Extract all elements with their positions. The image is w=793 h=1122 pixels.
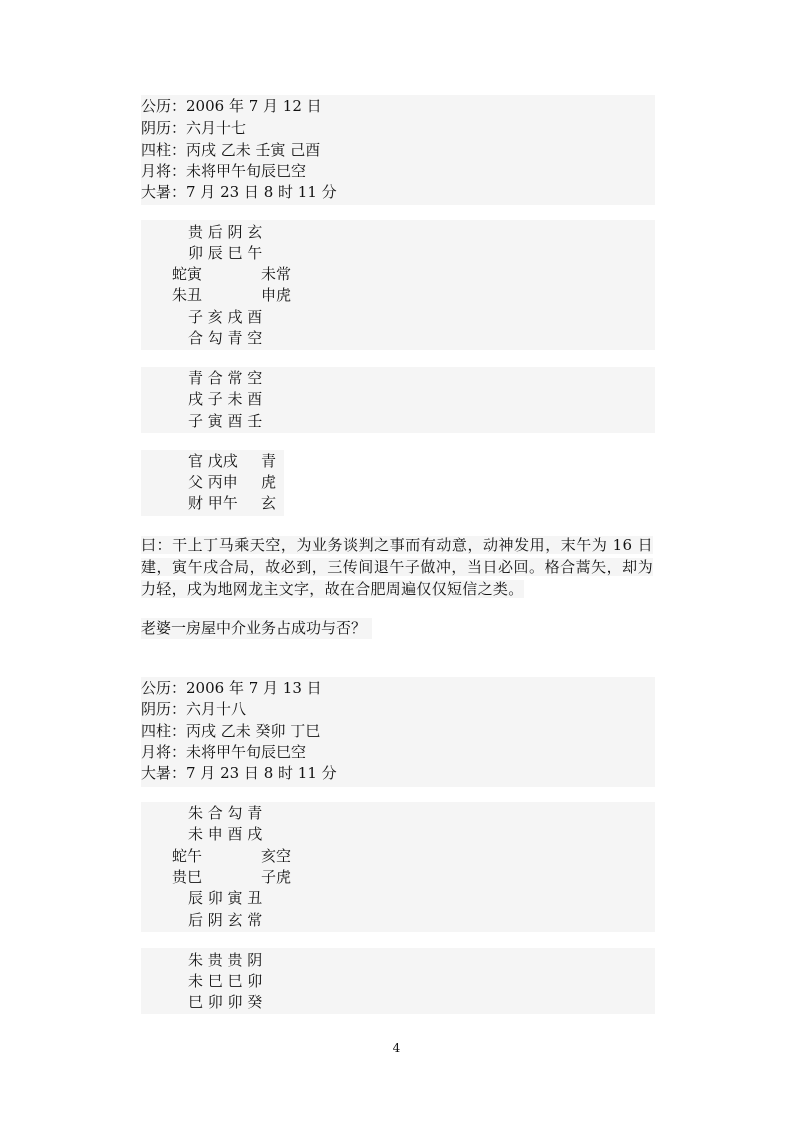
sanchuan-relation: 官 戊戌 bbox=[188, 452, 238, 470]
tianpan-row: 后 阴 玄 常 bbox=[188, 911, 263, 929]
tianpan-row: 合 勾 青 空 bbox=[188, 329, 263, 347]
tianpan-right: 子虎 bbox=[261, 868, 292, 886]
tianpan-right: 未常 bbox=[261, 265, 292, 283]
tianpan-row: 朱 合 勾 青 bbox=[188, 804, 263, 822]
question: 老婆一房屋中介业务占成功与否？ bbox=[141, 618, 372, 639]
sanchuan-god: 青 bbox=[261, 452, 277, 470]
lunar-date: 阴历：六月十七 bbox=[141, 119, 247, 137]
page-number: 4 bbox=[392, 1041, 401, 1055]
sanchuan-relation: 父 丙申 bbox=[188, 473, 238, 491]
tianpan-row: 子 亥 戌 酉 bbox=[188, 308, 263, 326]
solar-term: 大暑：7 月 23 日 8 时 11 分 bbox=[141, 764, 337, 782]
sike-row: 巳 卯 卯 癸 bbox=[188, 993, 263, 1011]
tianpan-row: 卯 辰 巳 午 bbox=[188, 244, 263, 262]
gregorian-date: 公历：2006 年 7 月 12 日 bbox=[141, 97, 322, 115]
tianpan-left: 蛇寅 bbox=[172, 265, 203, 283]
sike-row: 未 巳 巳 卯 bbox=[188, 972, 263, 990]
sike-row: 子 寅 酉 壬 bbox=[188, 412, 263, 430]
lunar-date: 阴历：六月十八 bbox=[141, 700, 247, 718]
four-pillars: 四柱：丙戌 乙未 癸卯 丁巳 bbox=[141, 722, 321, 740]
tianpan-row: 贵 后 阴 玄 bbox=[188, 223, 263, 241]
four-pillars: 四柱：丙戌 乙未 壬寅 己酉 bbox=[141, 141, 321, 159]
tianpan-right: 申虎 bbox=[261, 286, 292, 304]
sanchuan-god: 虎 bbox=[261, 473, 277, 491]
sike-row: 戌 子 未 酉 bbox=[188, 390, 263, 408]
tianpan-right: 亥空 bbox=[261, 847, 292, 865]
tianpan-left: 朱丑 bbox=[172, 286, 203, 304]
tianpan-left: 蛇午 bbox=[172, 847, 203, 865]
commentary: 曰：干上丁马乘天空，为业务谈判之事而有动意，动神发用，末午为 16 日建，寅午戌合局，故必到，三传间退午子做冲，当日必回。格合蒿矢，却为力轻，戌为地网龙主文字，故在合肥周遍仅仅短信之类。 bbox=[141, 536, 653, 598]
tianpan-row: 辰 卯 寅 丑 bbox=[188, 889, 263, 907]
tianpan-left: 贵巳 bbox=[172, 868, 203, 886]
tianpan-row: 未 申 酉 戌 bbox=[188, 825, 263, 843]
solar-term: 大暑：7 月 23 日 8 时 11 分 bbox=[141, 183, 337, 201]
month-general: 月将：未将甲午旬辰巳空 bbox=[141, 743, 307, 761]
gregorian-date: 公历：2006 年 7 月 13 日 bbox=[141, 679, 322, 697]
month-general: 月将：未将甲午旬辰巳空 bbox=[141, 162, 307, 180]
sanchuan-relation: 财 甲午 bbox=[188, 494, 238, 512]
sike-row: 朱 贵 贵 阴 bbox=[188, 951, 263, 969]
sanchuan-god: 玄 bbox=[261, 494, 277, 512]
sike-row: 青 合 常 空 bbox=[188, 369, 263, 387]
